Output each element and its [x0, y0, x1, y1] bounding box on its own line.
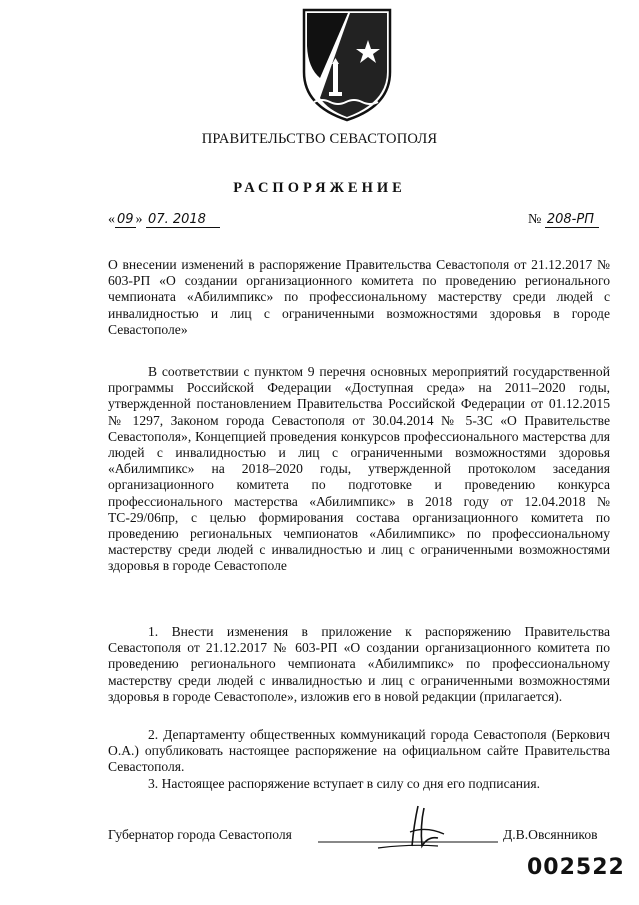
order-item-2: 2. Департаменту общественных коммуникаций города Севастополя (Беркович О.А.) опубликовать настоящее распоряжение на официальном сайте Правительства Севастополя. [108, 727, 610, 775]
number-value: 208-РП [545, 213, 599, 228]
signer-title: Губернатор города Севастополя [108, 827, 292, 842]
document-subject: О внесении изменений в распоряжение Правительства Севастополя от 21.12.2017 № 603-РП «О создании организационного комитета по проведению регионального чемпионата «Абилимпикс» по профессиональному мастерству среди людей с инвалидностью и лиц с ограниченными возможностями здоровья в городе Севастополе» [108, 257, 610, 337]
handwritten-signature [318, 802, 498, 858]
date-open-quote: « [108, 212, 115, 227]
date-close-quote: » [135, 212, 143, 227]
document-number [528, 212, 599, 228]
sevastopol-coat-of-arms-icon [298, 6, 396, 124]
date-month-year: 07. 2018 [146, 213, 220, 228]
order-item-1: 1. Внести изменения в приложение к распоряжению Правительства Севастополя от 21.12.2017 № 603-РП «О создании организационного комитета по проведению регионального чемпионата «Абилимпикс» по профессиональному мастерству среди людей с инвалидностью и лиц с ограниченными возможностями здоровья в городе Севастополе», изложив его в новой редакции (прилагается). [108, 624, 610, 704]
signer-name: Д.В.Овсянников [503, 827, 598, 842]
document-type-heading: РАСПОРЯЖЕНИЕ [233, 180, 406, 196]
number-prefix: № [528, 212, 542, 227]
order-item-3: 3. Настоящее распоряжение вступает в силу со дня его подписания. [148, 776, 541, 791]
serial-number: 002522 [527, 855, 625, 880]
organization-title: ПРАВИТЕЛЬСТВО СЕВАСТОПОЛЯ [201, 131, 438, 147]
document-date [108, 212, 220, 228]
date-day: 09 [117, 212, 134, 227]
preamble-paragraph: В соответствии с пунктом 9 перечня основных мероприятий государственной программы Российской Федерации «Доступная среда» на 2011–2020 годы, утвержденной постановлением Правительства Российской Федерации от 01.12.2015 № 1297, Законом города Севастополя от 30.04.2014 № 5-ЗС «О Правительстве Севастополя», Концепцией проведения конкурсов профессионального мастерства для людей с инвалидностью и лиц с ограниченными возможностями здоровья «Абилимпикс» на 2018–2020 годы, утвержденной протоколом заседания организационного комитета по подготовке и проведению конкурса профессионального мастерства «Абилимпикс» в 2018 году от 12.04.2018 № ТС-29/06пр, с целью формирования состава организационного комитета по проведению региональных чемпионатов «Абилимпикс» по профессиональному мастерству среди людей с инвалидностью и лиц с ограниченными возможностями здоровья в городе Севастополе [108, 364, 610, 574]
